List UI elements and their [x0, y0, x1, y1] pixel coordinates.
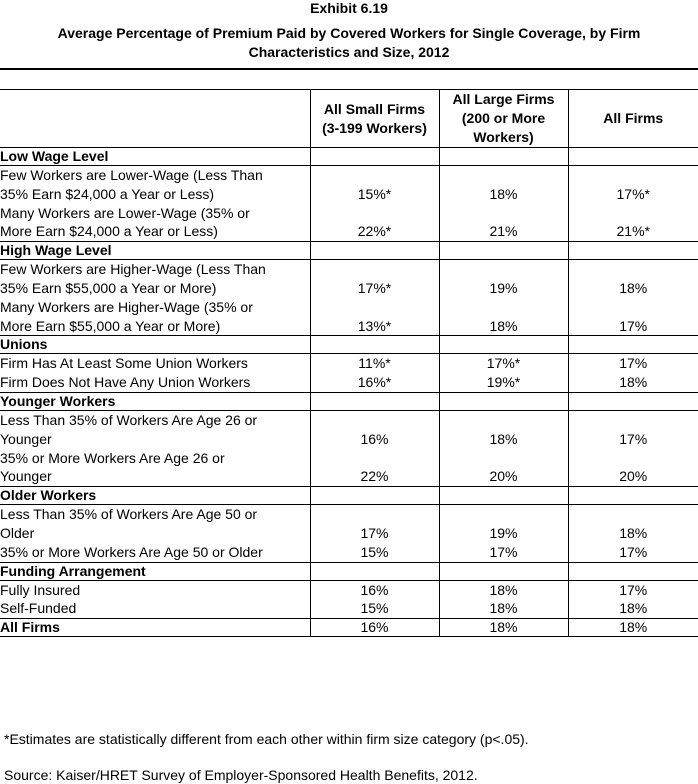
section-data-row [0, 166, 698, 242]
section-blank-cell [568, 242, 698, 260]
value-spacer [440, 449, 568, 468]
value-spacer [311, 260, 439, 279]
section-heading: Unions [0, 336, 310, 354]
large-firms-values [439, 410, 568, 486]
value-spacer [569, 298, 698, 317]
row-value: 19%* [486, 374, 521, 391]
title-line: Average Percentage of Premium Paid by Covered Workers for Single Coverage, by Firm [57, 25, 641, 41]
section-header-row [0, 562, 698, 580]
large-firms-values [439, 580, 568, 619]
row-label [0, 449, 310, 487]
all-firms-values [568, 580, 698, 619]
header-large-firms [439, 90, 568, 148]
row-label-line: 35% Earn $24,000 a Year or Less) [0, 185, 215, 202]
value-spacer [311, 298, 439, 317]
header-small-firms [310, 90, 439, 148]
value-spacer [569, 505, 698, 524]
section-data-row [0, 260, 698, 336]
top-rule [0, 68, 698, 70]
row-value: 18% [489, 317, 518, 334]
section-data-row [0, 354, 698, 393]
row-label-line: Self-Funded [0, 600, 77, 617]
section-heading: Younger Workers [0, 392, 310, 410]
value-spacer [311, 449, 439, 468]
value-spacer [440, 166, 568, 185]
small-firms-values [310, 505, 439, 562]
row-labels [0, 410, 310, 486]
row-value: 17% [489, 543, 518, 560]
section-header-row [0, 148, 698, 166]
header-line: (3-199 Workers) [322, 119, 427, 136]
total-row [0, 619, 698, 637]
value-spacer [440, 260, 568, 279]
row-value: 21% [489, 223, 518, 240]
section-blank-cell [310, 336, 439, 354]
large-firms-values [439, 166, 568, 242]
row-label-line: More Earn $55,000 a Year or More) [0, 317, 221, 334]
total-large-value: 18% [439, 619, 568, 637]
row-value: 17% [619, 355, 648, 372]
value-spacer [569, 449, 698, 468]
total-label: All Firms [0, 619, 310, 637]
row-value: 15%* [357, 185, 392, 202]
section-blank-cell [568, 392, 698, 410]
row-value: 16% [360, 430, 389, 447]
all-firms-values [568, 505, 698, 562]
row-value: 17% [360, 524, 389, 541]
section-blank-cell [568, 487, 698, 505]
exhibit-label: Exhibit 6.19 [310, 0, 388, 16]
row-label [0, 411, 310, 449]
total-small-value: 16% [310, 619, 439, 637]
row-value: 16% [360, 581, 389, 598]
row-value: 20% [489, 468, 518, 485]
small-firms-values [310, 166, 439, 242]
row-label [0, 373, 310, 392]
row-labels [0, 166, 310, 242]
footnote: *Estimates are statistically different from each other within firm size category (p<.05). [4, 731, 529, 747]
row-value: 11%* [358, 355, 391, 372]
premium-table [0, 89, 698, 637]
row-value: 20% [619, 468, 648, 485]
row-labels [0, 580, 310, 619]
section-header-row [0, 487, 698, 505]
value-spacer [569, 260, 698, 279]
section-blank-cell [439, 487, 568, 505]
value-spacer [440, 505, 568, 524]
row-label-line: More Earn $24,000 a Year or Less) [0, 223, 218, 240]
section-header-row [0, 392, 698, 410]
row-value: 19% [489, 524, 518, 541]
section-data-row [0, 410, 698, 486]
header-all-firms [568, 90, 698, 148]
row-value: 19% [489, 279, 518, 296]
value-spacer [569, 166, 698, 185]
row-label-line: Younger [0, 430, 52, 447]
all-firms-values [568, 260, 698, 336]
source-note: Source: Kaiser/HRET Survey of Employer-Sponsored Health Benefits, 2012. [4, 767, 478, 783]
row-value: 15% [360, 543, 389, 560]
section-blank-cell [439, 148, 568, 166]
total-all-value: 18% [568, 619, 698, 637]
row-label [0, 298, 310, 336]
row-label-line: Many Workers are Lower-Wage (35% or [0, 204, 250, 221]
section-blank-cell [310, 487, 439, 505]
small-firms-values [310, 410, 439, 486]
large-firms-values [439, 505, 568, 562]
large-firms-values [439, 354, 568, 393]
row-label-line: Firm Has At Least Some Union Workers [0, 355, 248, 372]
small-firms-values [310, 354, 439, 393]
row-value: 13%* [357, 317, 392, 334]
section-blank-cell [439, 242, 568, 260]
row-value: 22% [360, 468, 389, 485]
value-spacer [311, 505, 439, 524]
header-line: (200 or More [461, 110, 546, 126]
row-label [0, 166, 310, 204]
section-blank-cell [310, 148, 439, 166]
row-label-line: 35% or More Workers Are Age 50 or Older [0, 543, 263, 560]
row-value: 22%* [357, 223, 392, 240]
section-heading: High Wage Level [0, 242, 310, 260]
table-body [0, 148, 698, 637]
section-data-row [0, 505, 698, 562]
row-label-line: Less Than 35% of Workers Are Age 50 or [0, 506, 258, 523]
row-value: 18% [489, 581, 518, 598]
row-label [0, 505, 310, 543]
row-label-line: Few Workers are Lower-Wage (Less Than [0, 167, 263, 183]
section-heading: Older Workers [0, 487, 310, 505]
large-firms-values [439, 260, 568, 336]
section-blank-cell [568, 148, 698, 166]
row-labels [0, 505, 310, 562]
row-value: 18% [619, 600, 648, 617]
section-heading: Funding Arrangement [0, 562, 310, 580]
row-value: 18% [489, 430, 518, 447]
header-line: All Firms [603, 110, 664, 126]
header-line: All Large Firms [452, 91, 555, 107]
section-blank-cell [439, 392, 568, 410]
section-blank-cell [310, 242, 439, 260]
row-label-line: Few Workers are Higher-Wage (Less Than [0, 261, 266, 278]
row-value: 18% [489, 600, 518, 617]
section-blank-cell [310, 392, 439, 410]
value-spacer [569, 204, 698, 223]
section-data-row [0, 580, 698, 619]
header-blank [0, 90, 310, 148]
section-blank-cell [439, 336, 568, 354]
row-value: 17%* [357, 279, 392, 296]
row-value: 18% [489, 185, 518, 202]
row-value: 18% [619, 374, 648, 391]
row-value: 17% [619, 581, 648, 598]
row-value: 17% [619, 543, 648, 560]
row-value: 18% [619, 279, 648, 296]
section-blank-cell [439, 562, 568, 580]
title-line: Characteristics and Size, 2012 [248, 44, 450, 60]
header-line: Workers) [473, 129, 534, 145]
row-value: 21%* [616, 223, 650, 240]
value-spacer [311, 411, 439, 430]
value-spacer [440, 204, 568, 223]
section-blank-cell [568, 562, 698, 580]
row-value: 18% [619, 524, 648, 541]
row-value: 17% [619, 317, 648, 334]
row-label-line: Younger [0, 468, 52, 485]
row-value: 17% [619, 430, 648, 447]
value-spacer [569, 411, 698, 430]
all-firms-values [568, 166, 698, 242]
row-labels [0, 354, 310, 393]
header-row [0, 90, 698, 148]
row-label-line: 35% Earn $55,000 a Year or More) [0, 279, 217, 296]
value-spacer [311, 166, 439, 185]
value-spacer [440, 298, 568, 317]
header-line: All Small Firms [323, 100, 426, 117]
row-value: 17%* [486, 355, 521, 372]
section-header-row [0, 336, 698, 354]
row-label [0, 204, 310, 242]
row-value: 17%* [616, 185, 650, 202]
row-label [0, 354, 310, 373]
small-firms-values [310, 260, 439, 336]
value-spacer [311, 204, 439, 223]
value-spacer [440, 411, 568, 430]
exhibit-title [0, 24, 698, 62]
row-labels [0, 260, 310, 336]
row-label [0, 543, 310, 562]
section-header-row [0, 242, 698, 260]
all-firms-values [568, 410, 698, 486]
row-label-line: Older [0, 524, 35, 541]
row-label [0, 599, 310, 618]
section-heading: Low Wage Level [0, 148, 310, 166]
all-firms-values [568, 354, 698, 393]
row-label-line: Fully Insured [0, 581, 81, 598]
row-label [0, 260, 310, 298]
row-label-line: Less Than 35% of Workers Are Age 26 or [0, 411, 258, 428]
row-value: 15% [360, 600, 389, 617]
row-label [0, 581, 310, 600]
row-label-line: Many Workers are Higher-Wage (35% or [0, 298, 253, 315]
row-value: 16%* [357, 374, 392, 391]
row-label-line: Firm Does Not Have Any Union Workers [0, 374, 251, 391]
small-firms-values [310, 580, 439, 619]
section-blank-cell [310, 562, 439, 580]
section-blank-cell [568, 336, 698, 354]
row-label-line: 35% or More Workers Are Age 26 or [0, 449, 225, 466]
